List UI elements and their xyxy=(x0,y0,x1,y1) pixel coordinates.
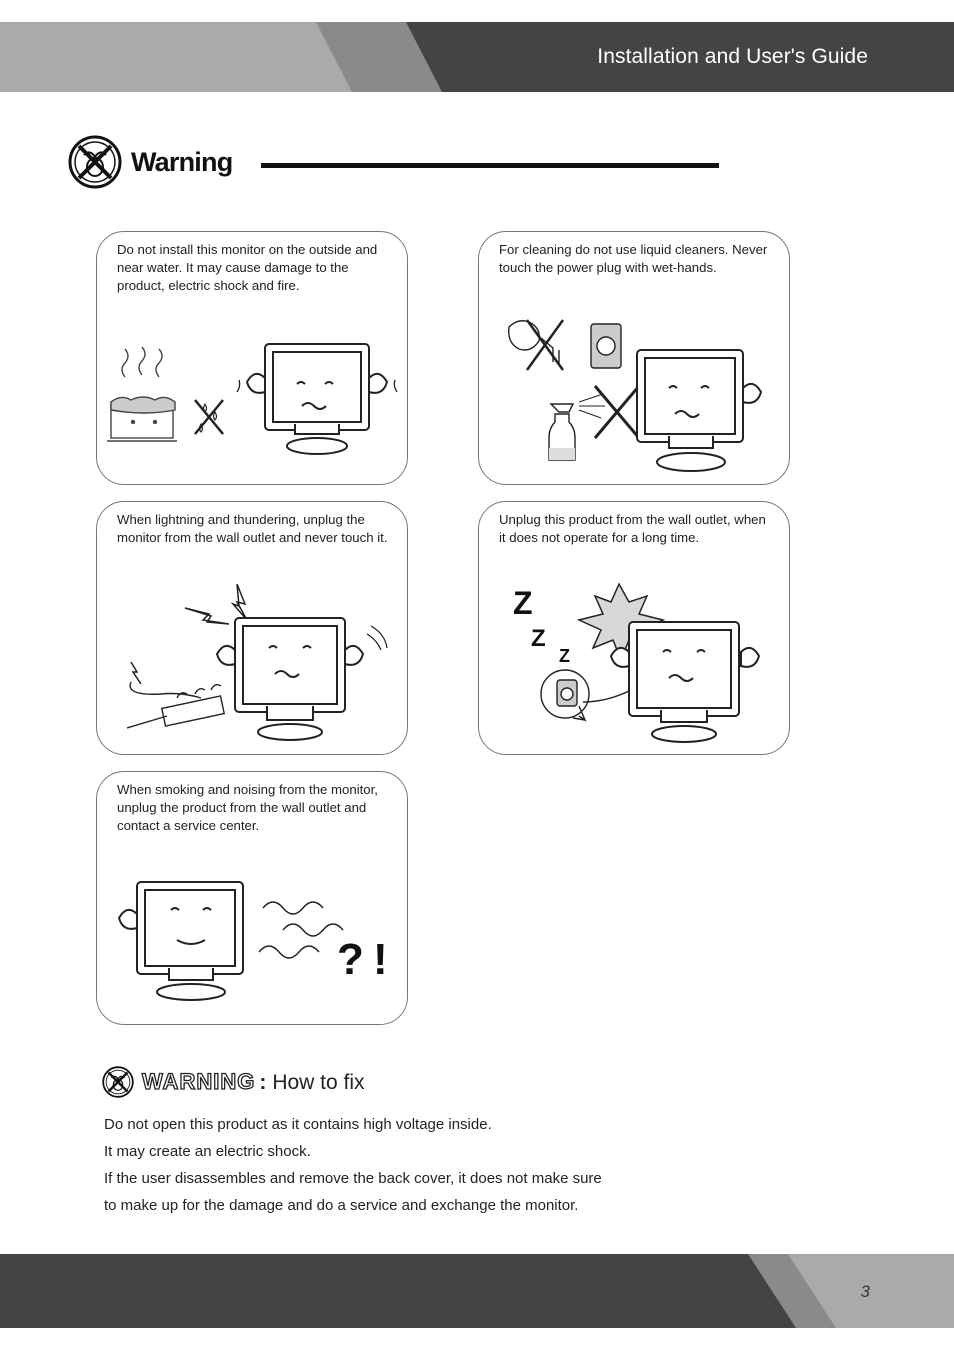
scared-monitor-icon xyxy=(237,344,397,454)
warning-card-lightning xyxy=(96,501,408,755)
svg-text:Z: Z xyxy=(559,646,570,666)
question-exclamation-icon xyxy=(337,935,388,984)
wet-hand-plug-icon xyxy=(509,320,621,370)
footer-bands xyxy=(0,1254,954,1328)
lightning-bolt-icon xyxy=(131,584,247,684)
scared-monitor-icon xyxy=(217,618,387,740)
card-text: When smoking and noising from the monitor, unplug the product from the wall outlet and contact a service center. xyxy=(117,782,378,833)
fix-line: If the user disassembles and remove the back cover, it does not make sure xyxy=(104,1170,602,1187)
card-text: Do not install this monitor on the outside and near water. It may cause damage to the product, electric shock and fire. xyxy=(117,242,378,293)
spray-bottle-icon xyxy=(549,386,639,460)
worried-monitor-icon xyxy=(637,350,761,471)
svg-text:?: ? xyxy=(337,935,364,984)
warning-card-water xyxy=(96,231,408,485)
card-text: For cleaning do not use liquid cleaners. Never touch the power plug with wet-hands. xyxy=(499,242,768,275)
fix-line: to make up for the damage and do a service and exchange the monitor. xyxy=(104,1197,579,1214)
worried-monitor-icon xyxy=(611,622,759,742)
fix-colon: : xyxy=(259,1071,267,1094)
warning-prohibition-icon xyxy=(102,1066,134,1098)
smiling-monitor-icon xyxy=(119,882,243,1000)
fix-body xyxy=(104,1111,704,1219)
svg-text:Z: Z xyxy=(513,585,533,621)
svg-text:!: ! xyxy=(373,935,388,984)
warning-card-cleaning xyxy=(478,231,790,485)
water-drops-icon xyxy=(195,400,223,434)
card-text: Unplug this product from the wall outlet, when it does not operate for a long time. xyxy=(499,512,766,545)
wall-outlet-icon xyxy=(541,670,631,720)
sleep-z-icon xyxy=(513,585,570,666)
guide-title: Installation and User's Guide xyxy=(597,45,868,68)
card-text: When lightning and thundering, unplug the monitor from the wall outlet and never touch it. xyxy=(117,512,388,545)
warning-card-unplug xyxy=(478,501,790,755)
warning-prohibition-icon xyxy=(68,135,122,189)
fix-heading xyxy=(142,1069,365,1095)
fix-warning-word: WARNING xyxy=(142,1069,256,1094)
noise-waves-icon xyxy=(259,902,343,958)
svg-text:Z: Z xyxy=(531,625,546,652)
heading-rule xyxy=(261,163,719,168)
power-strip-icon xyxy=(127,682,224,728)
fix-line: Do not open this product as it contains high voltage inside. xyxy=(104,1116,492,1133)
page-header xyxy=(0,22,954,92)
warning-title: Warning xyxy=(131,147,233,177)
warning-card-smoke xyxy=(96,771,408,1025)
fix-line: It may create an electric shock. xyxy=(104,1143,311,1160)
fix-subtitle: How to fix xyxy=(272,1071,365,1094)
steaming-pot-icon xyxy=(107,347,177,441)
page-footer xyxy=(0,1254,954,1328)
page-number: 3 xyxy=(860,1282,870,1301)
